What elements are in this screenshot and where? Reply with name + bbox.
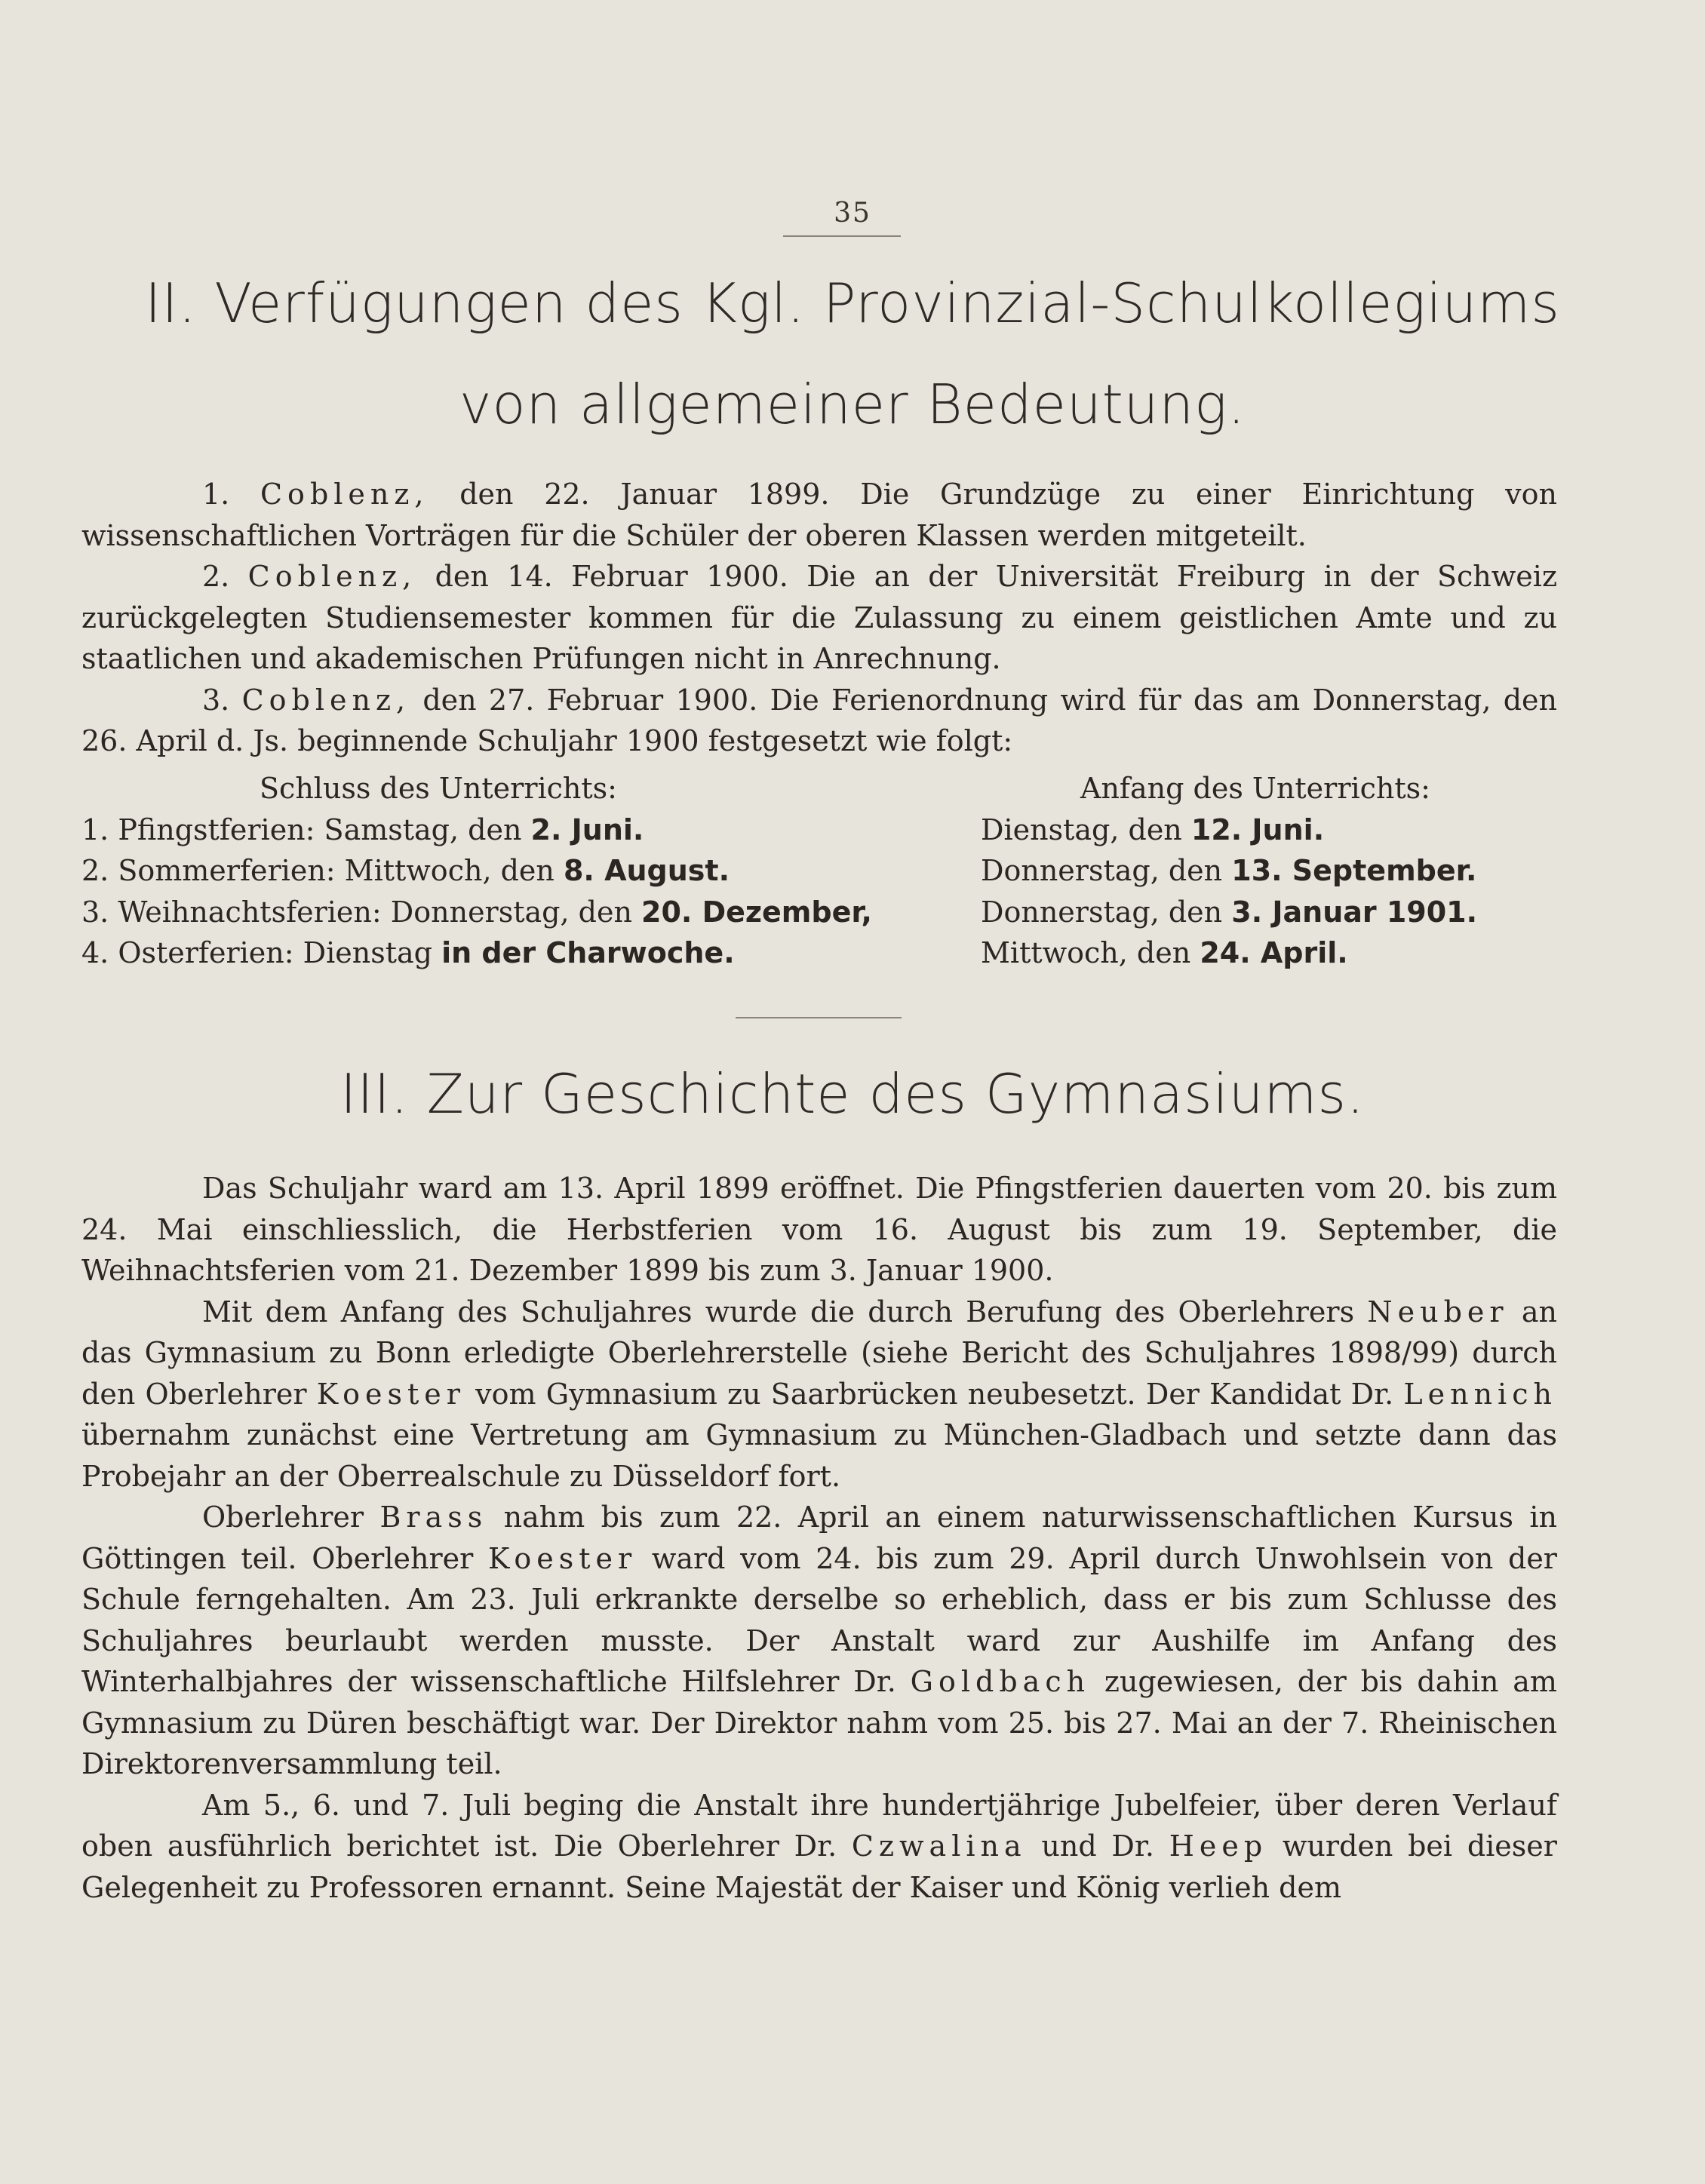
name-heep: Heep <box>1169 1829 1268 1863</box>
name-koester: Koester <box>316 1377 465 1411</box>
section-3-body <box>81 1168 1557 1908</box>
item-3: 3. Coblenz, den 27. Februar 1900. Die Ferienordnung wird für das am Donnerstag, den 26. April d. Js. beginnende Schuljahr 1900 festgesetzt wie folgt: <box>81 683 1557 757</box>
paragraph-3: Oberlehrer Brass nahm bis zum 22. April an einem naturwissenschaftlichen Kursus in Göttingen teil. Oberlehrer Koester ward vom 24. bis zum 29. April durch Unwohlsein von der Schule ferngehalten. Am 23. Juli erkrankte derselbe so erheblich, dass er bis zum Schlusse des Schuljahres beurlaubt werden musste. Der Anstalt ward zur Aushilfe im Anfang des Winterhalbjahres der wissenschaftliche Hilfslehrer Dr. Goldbach zugewiesen, der bis dahin am Gymnasium zu Düren beschäftigt war. Der Direktor nahm vom 25. bis 27. Mai an der 7. Rheinischen Direktorenversammlung teil. <box>81 1501 1557 1780</box>
schedule-row: 3. Weihnachtsferien: Donnerstag, den 20. Dezember, Donnerstag, den 3. Januar 1901. <box>81 895 1478 929</box>
schedule-row: 1. Pfingstferien: Samstag, den 2. Juni. Dienstag, den 12. Juni. <box>81 812 1325 846</box>
name-koester: Koester <box>487 1541 637 1575</box>
name-brass: Brass <box>379 1501 488 1534</box>
item-2-place: Coblenz, <box>247 560 417 593</box>
item-3-place: Coblenz, <box>241 683 411 717</box>
paragraph-4: Am 5., 6. und 7. Juli beging die Anstalt ihre hundertjährige Jubelfeier, über deren Verlauf oben ausführlich berichtet ist. Die Oberlehrer Dr. Czwalina und Dr. Heep wurden bei dieser Gelegenheit zu Professoren ernannt. Seine Majestät der Kaiser und König verlieh dem <box>81 1788 1557 1904</box>
item-1-place: Coblenz, <box>260 478 429 511</box>
schedule-row: 4. Osterferien: Dienstag in der Charwoche. Mittwoch, den 24. April. <box>81 936 1348 969</box>
item-1: 1. Coblenz, den 22. Januar 1899. Die Grundzüge zu einer Einrichtung von wissenschaftlichen Vorträgen für die Schüler der oberen Klassen werden mitgeteilt. <box>81 478 1557 552</box>
section-2-heading-line2: von allgemeiner Bedeutung. <box>459 373 1246 436</box>
section-2-heading-line1: II. Verfügungen des Kgl. Provinzial-Schulkollegiums <box>145 272 1560 335</box>
schedule-row: 2. Sommerferien: Mittwoch, den 8. August. Donnerstag, den 13. September. <box>81 854 1477 887</box>
section-2-items <box>81 474 1557 762</box>
section-divider <box>736 1017 902 1018</box>
page-number: 35 <box>834 198 871 229</box>
section-3-heading: III. Zur Geschichte des Gymnasiums. <box>340 1062 1365 1126</box>
paragraph-2: Mit dem Anfang des Schuljahres wurde die durch Berufung des Oberlehrers Neuber an das Gymnasium zu Bonn erledigte Oberlehrerstelle (siehe Bericht des Schuljahres 1898/99) durch den Oberlehrer Koester vom Gymnasium zu Saarbrücken neubesetzt. Der Kandidat Dr. Lennich übernahm zunächst eine Vertretung am Gymnasium zu München-Gladbach und setzte dann das Probejahr an der Oberrealschule zu Düsseldorf fort. <box>81 1295 1557 1493</box>
item-2: 2. Coblenz, den 14. Februar 1900. Die an der Universität Freiburg in der Schweiz zurückgelegten Studiensemester kommen für die Zulassung zu einem geistlichen Amte und zu staatlichen und akademischen Prüfungen nicht in Anrechnung. <box>81 560 1557 675</box>
page-number-rule <box>783 235 901 237</box>
name-goldbach: Goldbach <box>910 1665 1091 1698</box>
paragraph-1: Das Schuljahr ward am 13. April 1899 eröffnet. Die Pfingstferien dauerten vom 20. bis zum 24. Mai einschliesslich, die Herbstferien vom 16. August bis zum 19. September, die Weihnachtsferien vom 21. Dezember 1899 bis zum 3. Januar 1900. <box>81 1172 1557 1287</box>
schedule-header <box>81 768 1557 809</box>
name-lennich: Lennich <box>1403 1377 1557 1411</box>
holiday-schedule <box>81 768 1557 974</box>
left-column-header: Schluss des Unterrichts: <box>260 772 617 805</box>
right-column-header: Anfang des Unterrichts: <box>1080 772 1430 805</box>
name-neuber: Neuber <box>1367 1295 1509 1329</box>
name-czwalina: Czwalina <box>851 1829 1027 1863</box>
